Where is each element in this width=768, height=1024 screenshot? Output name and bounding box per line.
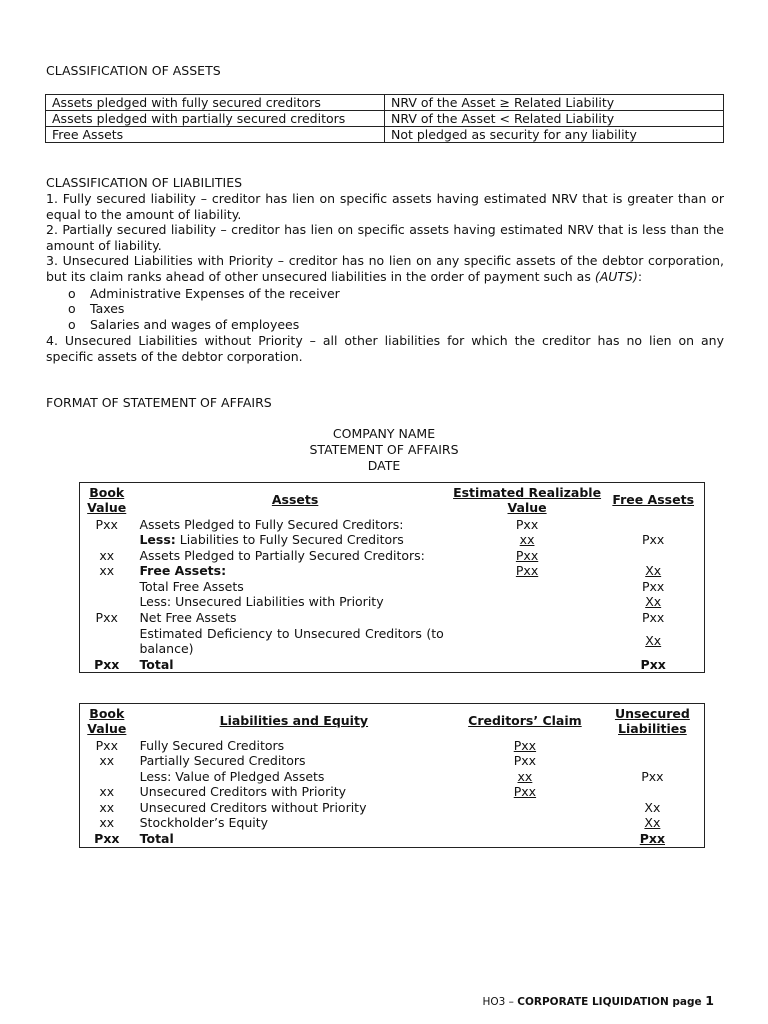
list-item [68,317,299,333]
table-header-row [80,704,705,738]
table-row [80,657,705,673]
assets-table [79,482,705,673]
label-cell [133,532,451,548]
label-cell: Total [139,831,174,847]
book-value-cell: xx [99,784,115,800]
label-cell: Stockholder’s Equity [139,815,269,831]
label-cell: Assets Pledged to Partially Secured Creditors: [139,547,425,563]
classification-assets-table [45,94,724,143]
statement-title: STATEMENT OF AFFAIRS [309,442,459,457]
format-title: FORMAT OF STATEMENT OF AFFAIRS [46,395,272,410]
table-row [80,738,705,754]
bullet-icon: o [68,301,76,316]
creditors-claim-cell: Pxx [513,784,537,800]
free-assets-cell: Pxx [642,610,665,626]
unsecured-cell: Pxx [641,768,664,784]
table-row [80,579,705,595]
creditors-claim-cell: Pxx [513,753,537,769]
creditors-claim-cell: xx [517,768,533,784]
book-value-cell: Pxx [94,831,120,847]
table-row [46,127,724,143]
page-number: 1 [705,993,714,1008]
table-row [80,610,705,626]
table-row [80,548,705,564]
free-assets-cell [602,548,704,564]
table-cell: Assets pledged with partially secured creditors [46,111,385,127]
table-cell: Assets pledged with fully secured creditors [46,95,385,111]
list-item [68,286,340,302]
book-value-cell [80,532,134,548]
table-cell: Free Assets [46,127,385,143]
auts-emphasis: (AUTS) [594,268,638,284]
classification-liabilities-title: CLASSIFICATION OF LIABILITIES [46,175,243,190]
label-cell: Total Free Assets [139,578,244,594]
liability-item-3-end: : [637,268,643,284]
label-text: Liabilities to Fully Secured Creditors [175,532,404,548]
free-assets-cell: Pxx [642,532,665,548]
table-row [46,111,724,127]
col-book-value: Book Value [87,484,127,515]
unsecured-cell [601,753,705,769]
erv-cell [452,626,603,657]
book-value-cell [80,579,134,595]
label-cell: Assets Pledged to Fully Secured Creditors: [139,516,404,532]
unsecured-cell: Pxx [639,831,666,847]
creditors-claim-cell [449,815,601,831]
table-header-row [80,483,705,517]
unsecured-cell [601,738,705,754]
unsecured-cell [601,784,705,800]
book-value-cell: Pxx [95,737,118,753]
table-row [80,532,705,548]
creditors-claim-cell: Pxx [513,737,537,753]
liability-item-1: 1. Fully secured liability – creditor has lien on specific assets having estimated NRV that is greater than or equal to the amount of liability. [46,191,724,222]
table-row [80,815,705,831]
table-cell: NRV of the Asset < Related Liability [385,111,724,127]
bullet-icon: o [68,286,76,301]
book-value-cell: xx [99,547,115,563]
bullet-text: Salaries and wages of employees [90,317,300,332]
table-row [80,753,705,769]
label-cell: Less: Value of Pledged Assets [139,768,325,784]
bullet-text: Taxes [90,301,125,316]
erv-cell: Pxx [515,547,539,563]
table-row [80,517,705,533]
book-value-cell: xx [99,799,115,815]
col-liabilities: Liabilities and Equity [219,713,369,729]
label-cell: Partially Secured Creditors [139,753,306,769]
table-row [80,563,705,579]
liability-item-3 [46,253,724,284]
erv-cell [452,594,603,610]
col-free-assets: Free Assets [612,492,695,508]
free-assets-cell [602,517,704,533]
table-row [80,831,705,847]
label-cell: Net Free Assets [139,610,237,626]
book-value-cell: xx [99,815,115,831]
free-assets-cell: Xx [645,633,662,649]
creditors-claim-cell [449,831,601,847]
bullet-icon: o [68,317,76,332]
table-row [80,594,705,610]
erv-cell [452,610,603,626]
book-value-cell: Pxx [95,610,118,626]
book-value-cell [80,769,134,785]
unsecured-cell: Xx [644,799,661,815]
company-name: COMPANY NAME [332,426,436,441]
liabilities-table [79,703,705,848]
table-cell: NRV of the Asset ≥ Related Liability [385,95,724,111]
label-cell: Free Assets: [139,563,227,579]
table-row [80,769,705,785]
classification-assets-title: CLASSIFICATION OF ASSETS [46,63,221,78]
erv-cell [452,657,603,673]
table-row [46,95,724,111]
bullet-text: Administrative Expenses of the receiver [90,286,340,301]
erv-cell: Pxx [515,516,539,532]
book-value-cell: xx [99,563,115,579]
table-row [80,784,705,800]
label-cell: Unsecured Creditors with Priority [139,784,347,800]
less-label: Less: [139,532,176,548]
free-assets-cell: Xx [645,563,662,579]
col-creditors-claim: Creditors’ Claim [468,713,582,729]
liability-item-2: 2. Partially secured liability – creditor has lien on specific assets having estimated NRV that is less than the amount of liability. [46,222,724,253]
label-cell: Estimated Deficiency to Unsecured Creditors (to balance) [139,625,444,657]
label-cell: Less: Unsecured Liabilities with Priority [139,594,384,610]
statement-date: DATE [367,458,401,473]
list-item [68,301,124,317]
erv-cell: Pxx [515,563,539,579]
book-value-cell [80,626,134,657]
liability-item-3-text: 3. Unsecured Liabilities with Priority – creditor has no lien on any specific assets of the debtor corporation, but its claim ranks ahead of other unsecured liabilities in the order of payment such as [46,253,724,284]
book-value-cell: Pxx [94,656,120,672]
book-value-cell: Pxx [95,516,118,532]
liability-item-4: 4. Unsecured Liabilities without Priority – all other liabilities for which the creditor has no lien on any specific assets of the debtor corporation. [46,333,724,364]
free-assets-cell: Pxx [642,578,665,594]
unsecured-cell: Xx [644,815,661,831]
col-erv: Estimated Realizable Value [453,484,602,515]
col-book-value: Book Value [87,705,127,736]
table-row [80,626,705,657]
label-cell: Unsecured Creditors without Priority [139,799,367,815]
free-assets-cell: Pxx [640,656,666,672]
col-assets: Assets [271,492,319,508]
label-cell: Fully Secured Creditors [139,737,285,753]
book-value-cell [80,594,134,610]
book-value-cell: xx [99,753,115,769]
page-footer [482,993,714,1008]
creditors-claim-cell [449,800,601,816]
erv-cell: xx [519,532,535,548]
free-assets-cell: Xx [645,594,662,610]
col-unsecured: Unsecured Liabilities [614,705,690,736]
footer-title: CORPORATE LIQUIDATION page [517,996,706,1008]
label-cell: Total [139,656,174,672]
footer-code: HO3 – [482,996,518,1008]
table-row [80,800,705,816]
erv-cell [452,579,603,595]
table-cell: Not pledged as security for any liability [385,127,724,143]
